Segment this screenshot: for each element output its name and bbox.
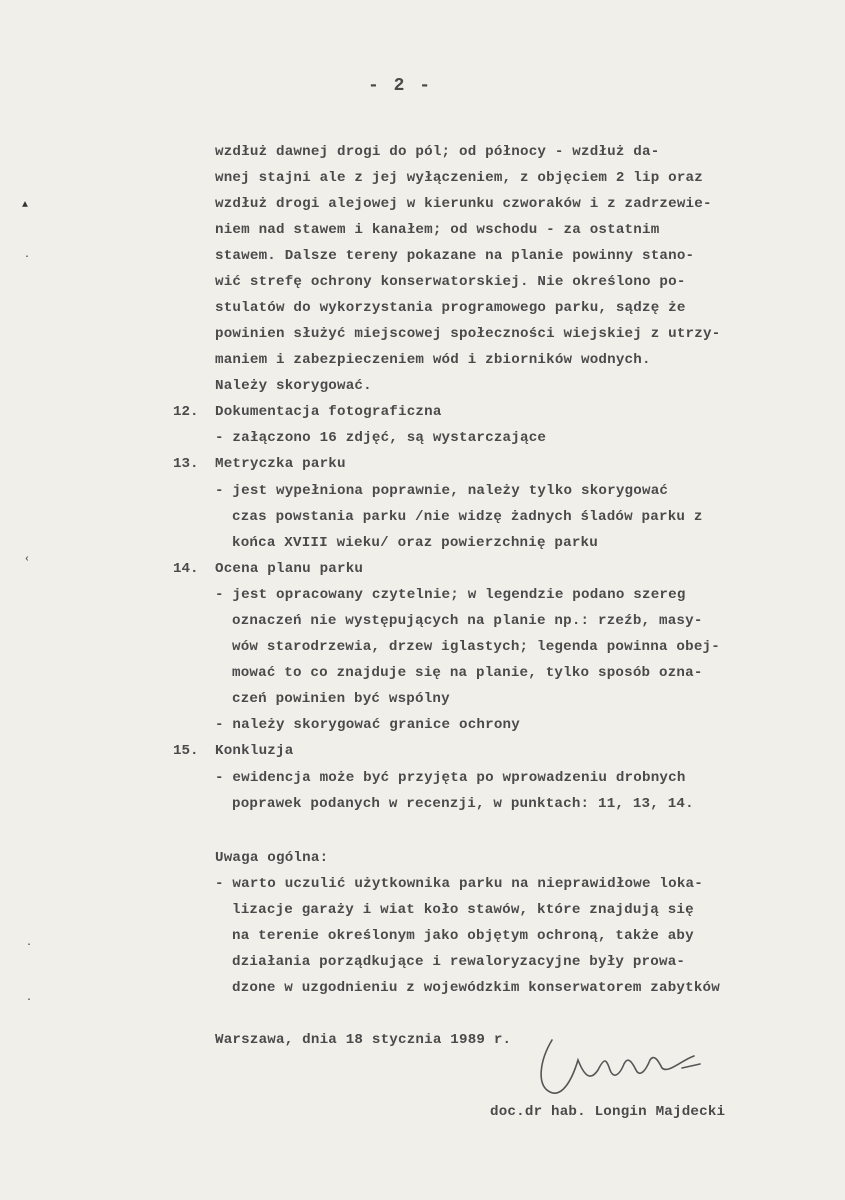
text-line: działania porządkujące i rewaloryzacyjne były prowa- <box>232 954 686 970</box>
text-line: niem nad stawem i kanałem; od wschodu - za ostatnim <box>215 222 660 238</box>
margin-mark: ▲ <box>22 200 29 211</box>
text-line: - należy skorygować granice ochrony <box>215 717 520 733</box>
text-line: wów starodrzewia, drzew iglastych; legenda powinna obej- <box>232 639 720 655</box>
margin-mark: ‹ <box>24 554 31 565</box>
text-line: na terenie określonym jako objętym ochroną, także aby <box>232 928 694 944</box>
text-line: poprawek podanych w recenzji, w punktach: 11, 13, 14. <box>232 796 694 812</box>
date-line: Warszawa, dnia 18 stycznia 1989 r. <box>215 1032 512 1048</box>
text-line: lizacje garaży i wiat koło stawów, które znajdują się <box>232 902 694 918</box>
text-line: wnej stajni ale z jej wyłączeniem, z objęciem 2 lip oraz <box>215 170 703 186</box>
text-line: stawem. Dalsze tereny pokazane na planie powinny stano- <box>215 248 695 264</box>
section-number: 12. <box>173 404 199 420</box>
text-line: maniem i zabezpieczeniem wód i zbiorników wodnych. <box>215 352 651 368</box>
margin-mark: · <box>26 940 33 951</box>
section-title: Konkluzja <box>215 743 294 759</box>
author-name: doc.dr hab. Longin Majdecki <box>490 1104 726 1120</box>
margin-mark: · <box>26 995 33 1006</box>
text-line: - załączono 16 zdjęć, są wystarczające <box>215 430 547 446</box>
text-line: oznaczeń nie występujących na planie np.: rzeźb, masy- <box>232 613 703 629</box>
section-number: 13. <box>173 456 199 472</box>
text-line: czas powstania parku /nie widzę żadnych śladów parku z <box>232 509 703 525</box>
handwritten-signature <box>532 1030 732 1110</box>
section-title: Dokumentacja fotograficzna <box>215 404 442 420</box>
text-line: - jest wypełniona poprawnie, należy tylko skorygować <box>215 483 669 499</box>
section-number: 14. <box>173 561 199 577</box>
text-line: powinien służyć miejscowej społeczności wiejskiej z utrzy- <box>215 326 721 342</box>
section-number: 15. <box>173 743 199 759</box>
section-title: Metryczka parku <box>215 456 346 472</box>
section-title: Ocena planu parku <box>215 561 364 577</box>
page-number: - 2 - <box>367 76 432 96</box>
text-line: - ewidencja może być przyjęta po wprowadzeniu drobnych <box>215 770 686 786</box>
text-line: - jest opracowany czytelnie; w legendzie podano szereg <box>215 587 686 603</box>
text-line: stulatów do wykorzystania programowego parku, sądzę że <box>215 300 686 316</box>
text-line: - warto uczulić użytkownika parku na nieprawidłowe loka- <box>215 876 703 892</box>
text-line: wzdłuż drogi alejowej w kierunku czworaków i z zadrzewie- <box>215 196 712 212</box>
remark-title: Uwaga ogólna: <box>215 850 329 866</box>
text-line: wić strefę ochrony konserwatorskiej. Nie określono po- <box>215 274 686 290</box>
text-line: dzone w uzgodnieniu z wojewódzkim konserwatorem zabytków <box>232 980 720 996</box>
text-line: wzdłuż dawnej drogi do pól; od północy - wzdłuż da- <box>215 144 660 160</box>
text-line: czeń powinien być wspólny <box>232 691 450 707</box>
text-line: końca XVIII wieku/ oraz powierzchnię parku <box>232 535 598 551</box>
margin-mark: · <box>24 252 31 263</box>
text-line: Należy skorygować. <box>215 378 372 394</box>
text-line: mować to co znajduje się na planie, tylko sposób ozna- <box>232 665 703 681</box>
